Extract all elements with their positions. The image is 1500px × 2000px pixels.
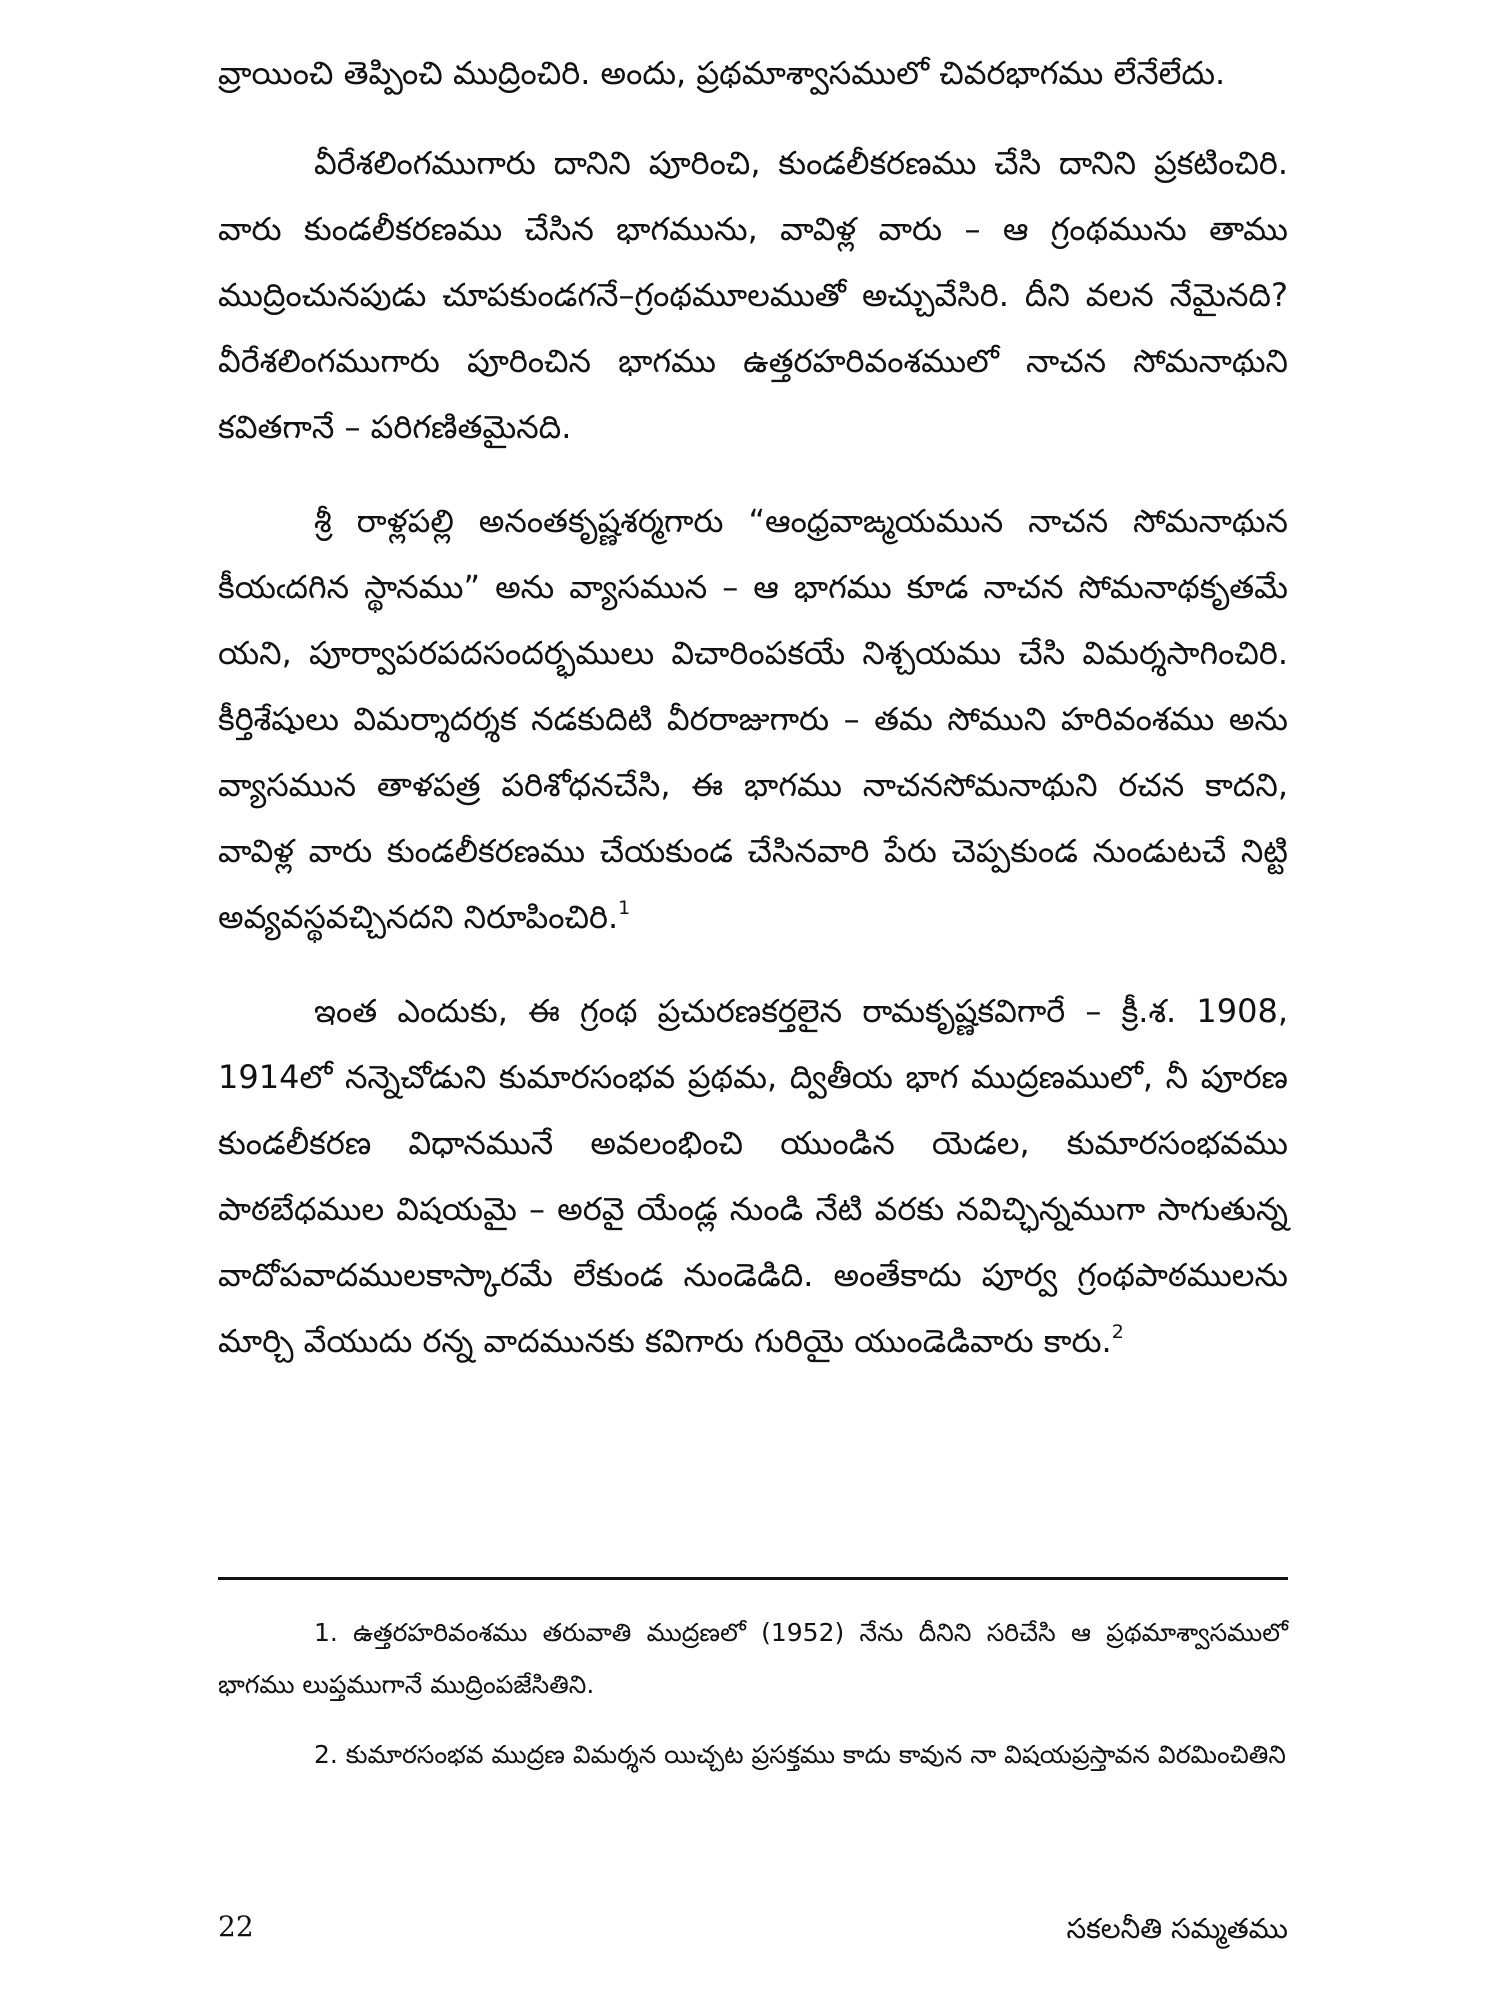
paragraph-text: ఇంత ఎందుకు, ఈ గ్రంథ ప్రచురణకర్తలైన రామకృష్ణకవిగారే – క్రీ.శ. 1908, 1914లో నన్నెచోడుని కుమారసంభవ ప్రథమ, ద్వితీయ భాగ ముద్రణములో, నీ పూరణ కుండలీకరణ విధానమునే అవలంభించి యుండిన యెడల, కుమారసంభవము పాఠబేధముల విషయమై – అరవై యేండ్ల నుండి నేటి వరకు నవిచ్ఛిన్నముగా సాగుతున్న వాదోపవాదములకాస్కారమే లేకుండ నుండెడిది. అంతేకాదు పూర్వ గ్రంథపాఠములను మార్చి వేయుదు రన్న వాదమునకు కవిగారు గురియై యుండెడివారు కారు. — [218, 992, 1288, 1360]
footnotes — [218, 1607, 1288, 1799]
footnote-divider — [218, 1577, 1288, 1580]
footnote-ref: 2 — [1111, 1321, 1124, 1343]
running-title: సకలనీతి సమ్మతము — [1066, 1912, 1288, 1945]
paragraph — [218, 488, 1288, 950]
paragraph-continuation — [218, 40, 1288, 106]
paragraph-text: వీరేశలింగముగారు దానిని పూరించి, కుండలీకరణము చేసి దానిని ప్రకటించిరి. వారు కుండలీకరణము చేసిన భాగమును, వావిళ్ల వారు – ఆ గ్రంథమును తాము ముద్రించునపుడు చూపకుండగనే–గ్రంథమూలముతో అచ్చువేసిరి. దీని వలన నేమైనది? వీరేశలింగముగారు పూరించిన భాగము ఉత్తరహరివంశములో నాచన సోమనాథుని కవితగానే – పరిగణితమైనది. — [218, 144, 1288, 446]
paragraph-text: శ్రీ రాళ్లపల్లి అనంతకృష్ణశర్మగారు “ఆంధ్రవాఙ్మయమున నాచన సోమనాథున కీయఁదగిన స్థానము” అను వ్యాసమున – ఆ భాగము కూడ నాచన సోమనాథకృతమే యని, పూర్వాపరపదసందర్భములు విచారింపకయే నిశ్చయము చేసి విమర్శసాగించిరి. కీర్తిశేషులు విమర్శాదర్శక నడకుదిటి వీరరాజుగారు – తమ సోముని హరివంశము అను వ్యాసమున తాళపత్ర పరిశోధనచేసి, ఈ భాగము నాచనసోమనాథుని రచన కాదని, వావిళ్ల వారు కుండలీకరణము చేయకుండ చేసినవారి పేరు చెప్పకుండ నుండుటచే నిట్టి అవ్యవస్థవచ్చినదని నిరూపించిరి. — [218, 502, 1288, 936]
footnote: 2. కుమారసంభవ ముద్రణ విమర్శన యిచ్చట ప్రసక్తము కాదు కావున నా విషయప్రస్తావన విరమించితిని — [314, 1740, 1286, 1769]
paragraph-text: వ్రాయించి తెప్పించి ముద్రించిరి. అందు, ప్రథమాశ్వాసములో చివరభాగము లేనేలేదు. — [218, 54, 1226, 92]
page-number: 22 — [218, 1910, 254, 1943]
footnote: 1. ఉత్తరహరివంశము తరువాతి ముద్రణలో (1952) నేను దీనిని సరిచేసి ఆ ప్రథమాశ్వాసములో భాగము లుప్తముగానే ముద్రింపజేసితిని. — [218, 1618, 1288, 1699]
paragraph — [218, 978, 1288, 1374]
footnote-ref: 1 — [618, 897, 631, 919]
body-text — [218, 40, 1288, 1402]
paragraph — [218, 130, 1288, 460]
